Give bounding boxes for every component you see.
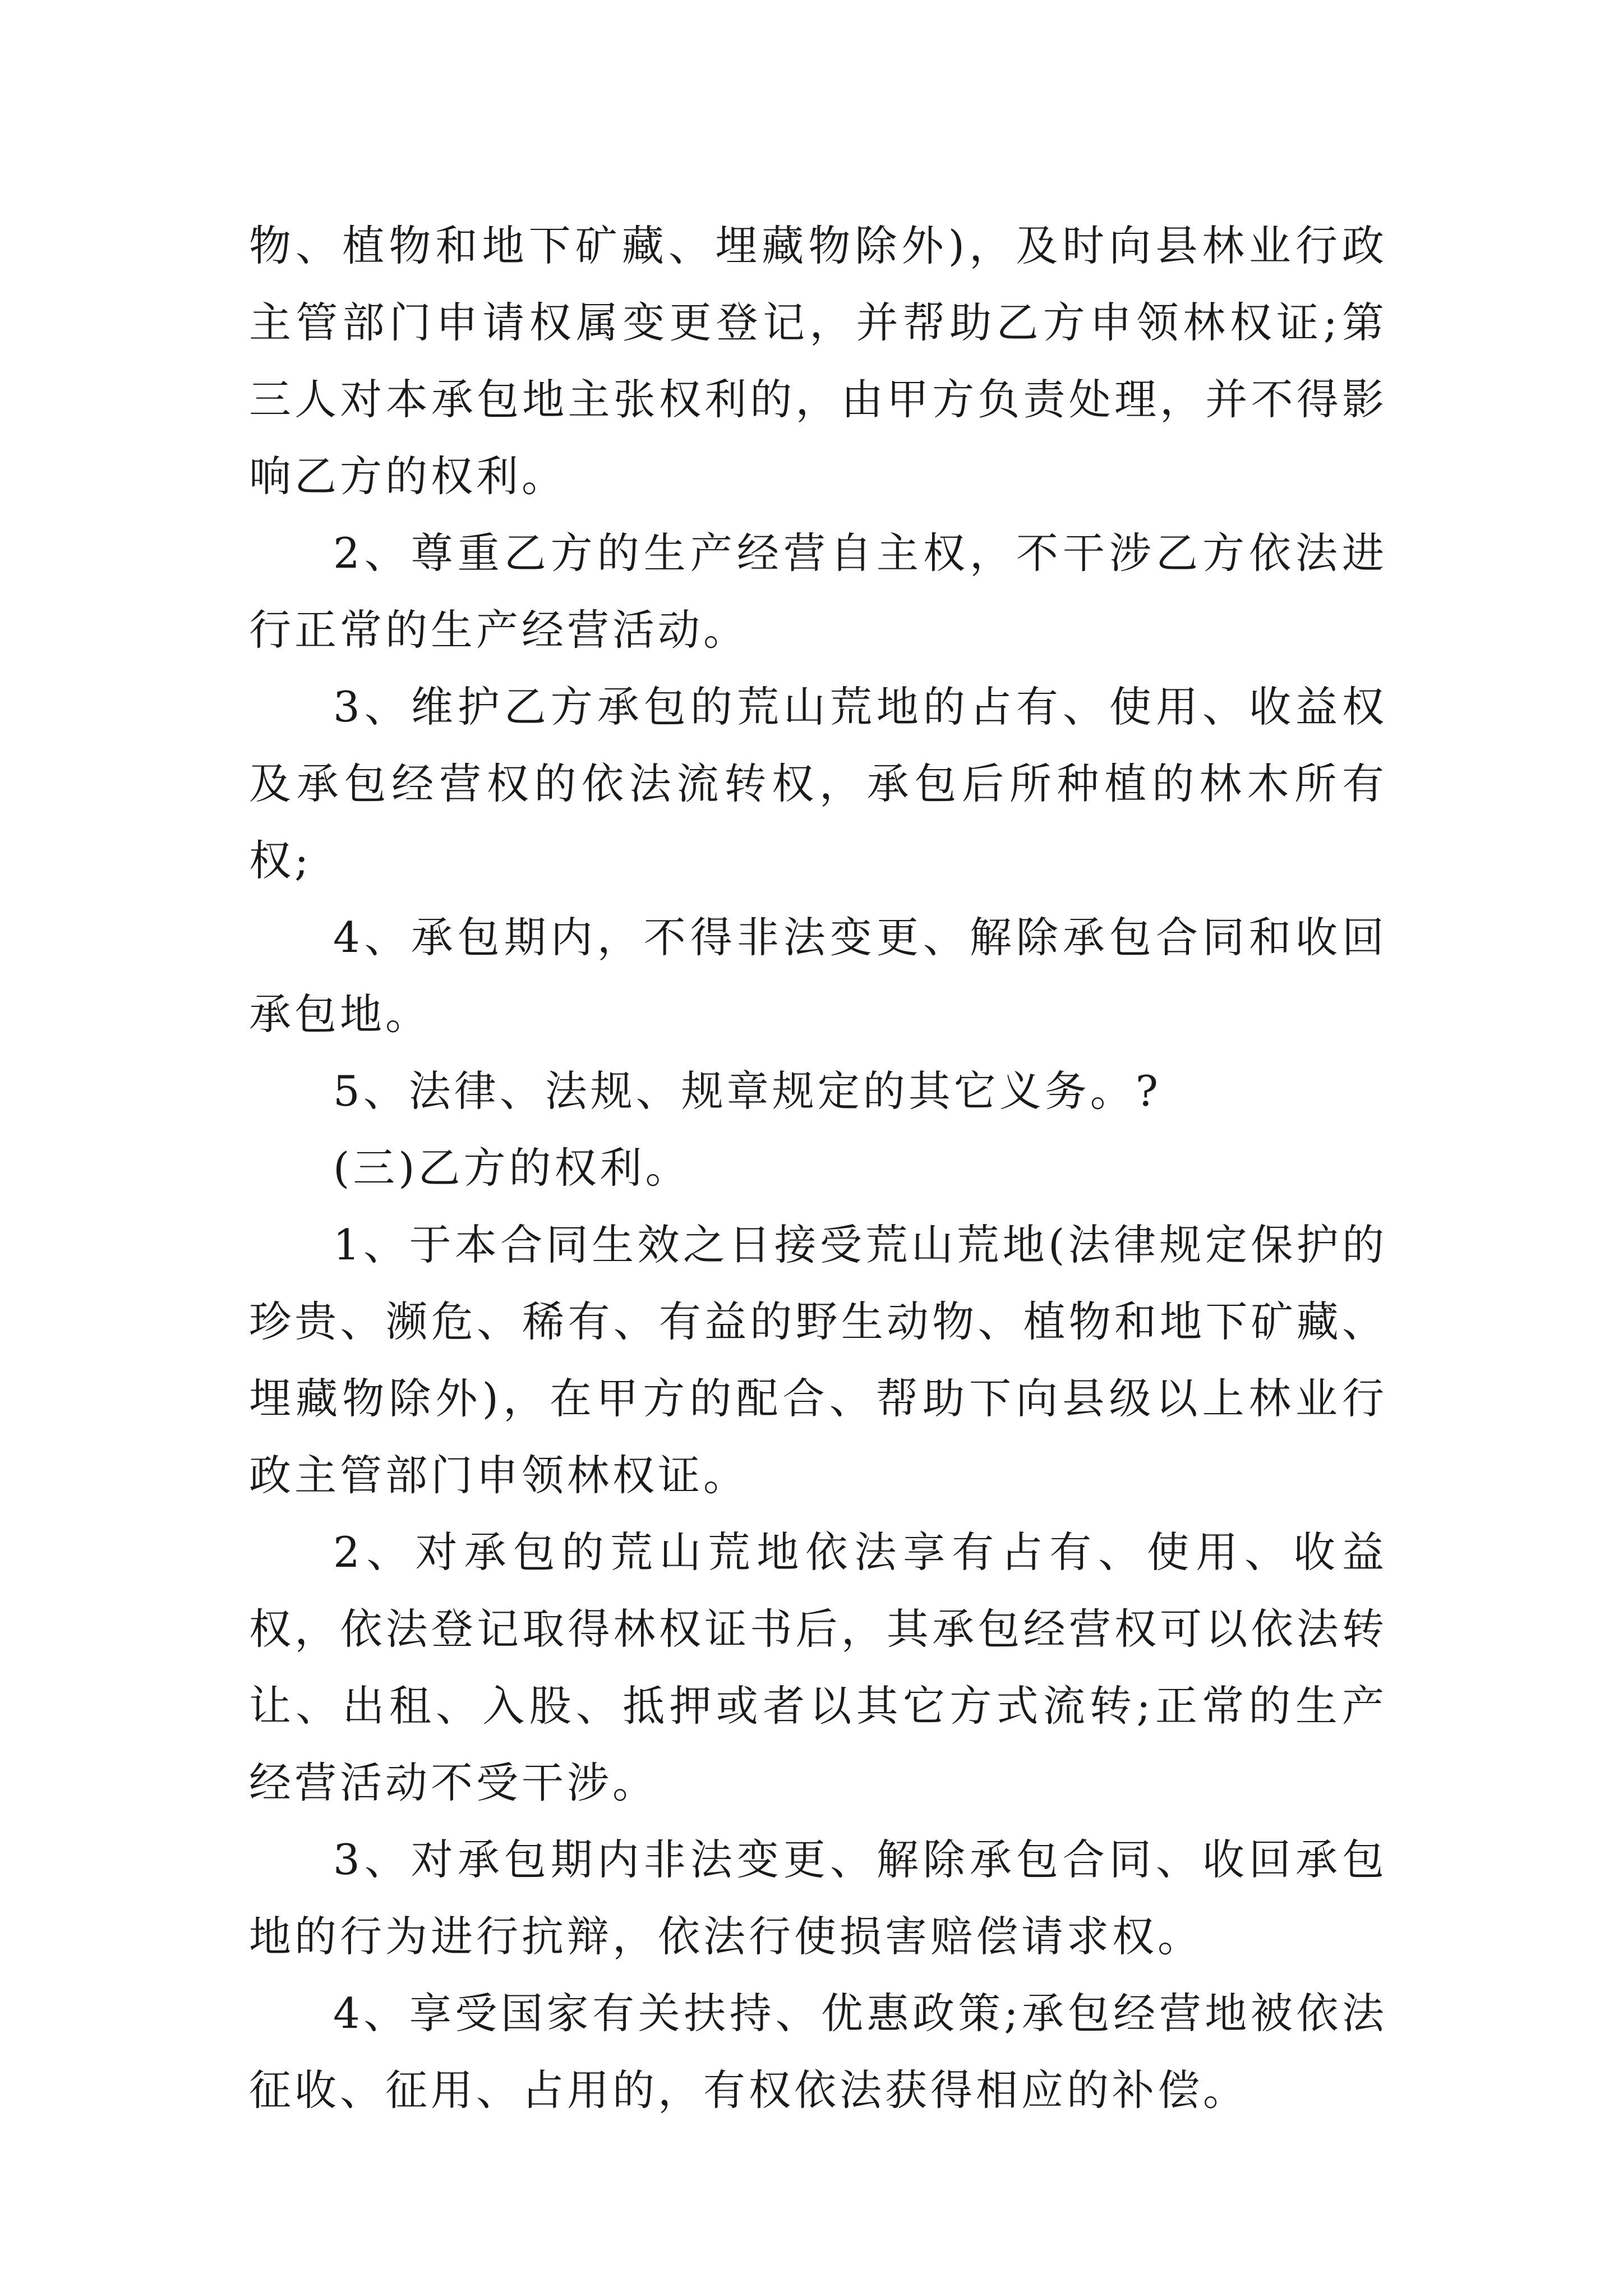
paragraph-right-1: 1、于本合同生效之日接受荒山荒地(法律规定保护的珍贵、濒危、稀有、有益的野生动物、植物和地下矿藏、埋藏物除外)，在甲方的配合、帮助下向县级以上林业行政主管部门申领林权证。 [249,1220,1387,1500]
document-body [249,208,1387,2129]
section-heading-party-b-rights: (三)乙方的权利。 [333,1143,691,1193]
paragraph-right-3: 3、对承包期内非法变更、解除承包合同、收回承包地的行为进行抗辩，依法行使损害赔偿请求权。 [249,1835,1387,1961]
paragraph-right-4: 4、享受国家有关扶持、优惠政策;承包经营地被依法征收、征用、占用的，有权依法获得相应的补偿。 [249,1989,1387,2115]
paragraph-obligation-4: 4、承包期内，不得非法变更、解除承包合同和收回承包地。 [249,913,1387,1039]
paragraph-obligation-5: 5、法律、法规、规章规定的其它义务。? [333,1066,1161,1116]
paragraph-right-2: 2、对承包的荒山荒地依法享有占有、使用、收益权，依法登记取得林权证书后，其承包经营权可以依法转让、出租、入股、抵押或者以其它方式流转;正常的生产经营活动不受干涉。 [249,1527,1387,1807]
paragraph-continuation: 物、植物和地下矿藏、埋藏物除外)，及时向县林业行政主管部门申请权属变更登记，并帮助乙方申领林权证;第三人对本承包地主张权利的，由甲方负责处理，并不得影响乙方的权利。 [249,221,1387,501]
paragraph-obligation-3: 3、维护乙方承包的荒山荒地的占有、使用、收益权及承包经营权的依法流转权，承包后所种植的林木所有权; [249,682,1387,885]
paragraph-obligation-2: 2、尊重乙方的生产经营自主权，不干涉乙方依法进行正常的生产经营活动。 [249,528,1387,655]
